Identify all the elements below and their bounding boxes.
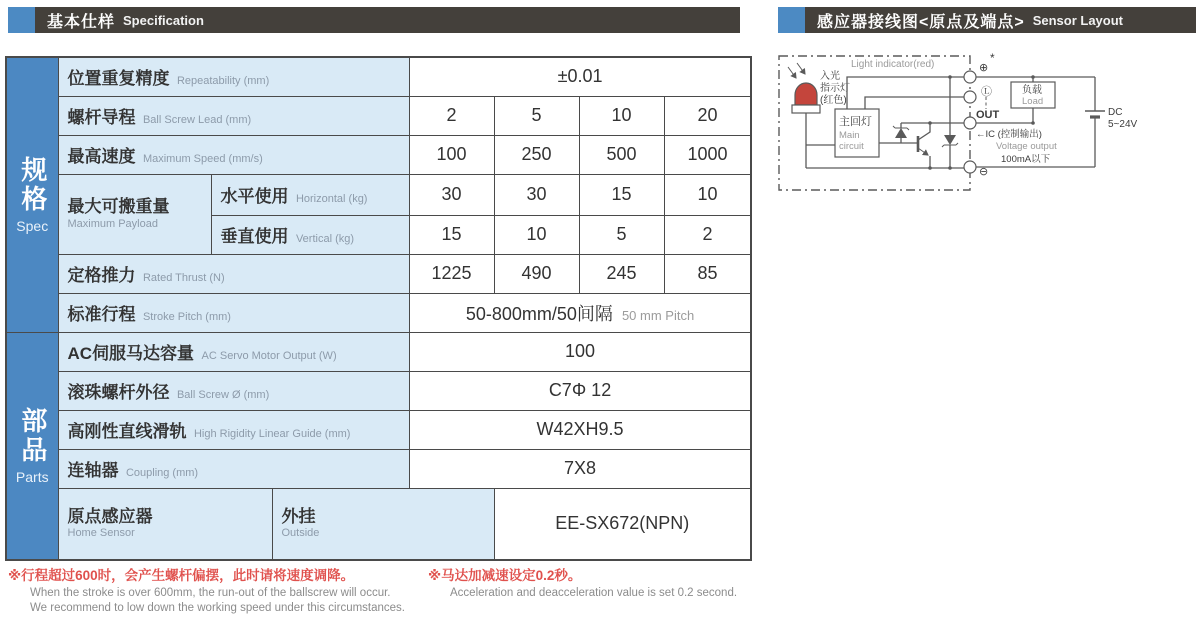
label-zh: AC伺服马达容量 — [67, 344, 195, 363]
footnote-en: We recommend to low down the working speed under this circumstances. — [30, 602, 405, 615]
value-cell: 10 — [579, 96, 664, 135]
led-label-zh-3: (红色) — [820, 95, 847, 106]
label-zh: 高刚性直线滑轨 — [67, 422, 187, 441]
label-zh: 标准行程 — [67, 305, 136, 324]
load-label-en: Load — [1022, 96, 1044, 107]
label-en: Stroke Pitch (mm) — [142, 311, 231, 323]
value-cell: 20 — [664, 96, 751, 135]
value-en: 50 mm Pitch — [621, 307, 695, 323]
label-stroke-pitch — [58, 293, 409, 332]
ic-control-label: ←IC (控制输出) — [976, 129, 1042, 140]
label-en: High Rigidity Linear Guide (mm) — [193, 428, 351, 440]
section-parts-en: Parts — [15, 468, 49, 485]
footnote-stroke-warning — [8, 567, 426, 617]
table-row — [6, 410, 751, 449]
label-en: AC Servo Motor Output (W) — [201, 350, 337, 362]
label-vertical — [211, 215, 409, 254]
label-home-sensor — [58, 488, 272, 560]
section-spec-zh: 规格 — [17, 155, 48, 214]
label-en: Ball Screw Ø (mm) — [176, 389, 270, 401]
spec-table — [5, 56, 752, 561]
terminal-minus: ⊖ — [979, 166, 989, 178]
main-circuit-en1: Main — [839, 130, 860, 141]
value-stroke-pitch — [409, 293, 751, 332]
value-cell: 500 — [579, 135, 664, 174]
value-cell: 15 — [579, 174, 664, 215]
label-en: Maximum Speed (mm/s) — [142, 153, 263, 165]
value-cell: 15 — [409, 215, 494, 254]
label-zh: 水平使用 — [220, 187, 289, 206]
label-en: Maximum Payload — [67, 217, 158, 230]
section-parts — [6, 332, 58, 560]
table-row — [6, 488, 751, 560]
label-coupling — [58, 449, 409, 488]
value-cell: 85 — [664, 254, 751, 293]
section-parts-zh: 部品 — [17, 406, 48, 465]
label-horizontal — [211, 174, 409, 215]
label-en: Repeatability (mm) — [176, 75, 270, 88]
table-row — [6, 254, 751, 293]
label-zh: 连轴器 — [67, 461, 119, 480]
label-zh: 外挂 — [281, 506, 316, 526]
section-spec — [6, 57, 58, 332]
value-cell: 1225 — [409, 254, 494, 293]
sensor-wiring-diagram — [775, 45, 1195, 210]
header-specification — [8, 7, 740, 33]
table-row — [6, 332, 751, 371]
header-title-en: Sensor Layout — [1032, 12, 1123, 28]
main-circuit-en2: circuit — [839, 141, 864, 152]
footnote-zh: ※行程超过600时，会产生螺杆偏摆，此时请将速度调降。 — [8, 568, 355, 583]
label-en: Outside — [281, 527, 320, 540]
zener-diode-icon — [893, 123, 909, 143]
header-bar — [35, 7, 740, 33]
section-spec-en: Spec — [16, 217, 49, 234]
label-linear-guide — [58, 410, 409, 449]
value-cell: 2 — [409, 96, 494, 135]
table-row — [6, 135, 751, 174]
label-en: Ball Screw Lead (mm) — [142, 114, 252, 126]
led-indicator-icon — [792, 83, 820, 168]
header-bar — [805, 7, 1196, 33]
label-zh: 最高速度 — [67, 147, 136, 166]
footnote-acceleration — [428, 567, 768, 601]
footnote-zh: ※马达加减速设定0.2秒。 — [428, 568, 582, 583]
label-max-payload — [58, 174, 211, 254]
value-cell: 5 — [579, 215, 664, 254]
current-limit-label: 100mA以下 — [1001, 154, 1051, 165]
header-title-zh: 基本仕样 — [47, 13, 116, 31]
value-cell: 250 — [494, 135, 579, 174]
label-ball-screw-dia — [58, 371, 409, 410]
header-title-zh: 感应器接线图<原点及端点> — [817, 13, 1025, 31]
value-linear-guide: W42XH9.5 — [409, 410, 751, 449]
header-sensor-layout — [778, 7, 1196, 33]
label-zh: 最大可搬重量 — [67, 197, 170, 217]
label-en: Horizontal (kg) — [295, 193, 368, 205]
voltage-output-label: Voltage output — [996, 141, 1057, 152]
value-coupling: 7X8 — [409, 449, 751, 488]
label-zh: 位置重复精度 — [67, 69, 170, 89]
value-cell: 245 — [579, 254, 664, 293]
value-cell: 5 — [494, 96, 579, 135]
header-accent-square — [778, 7, 805, 33]
value-cell: 30 — [494, 174, 579, 215]
value-cell: 100 — [409, 135, 494, 174]
dc-label: DC — [1108, 107, 1123, 118]
label-repeatability — [58, 57, 409, 96]
label-zh: 螺杆导程 — [67, 108, 136, 127]
table-row — [6, 174, 751, 215]
value-home-sensor: EE-SX672(NPN) — [494, 488, 751, 560]
footnote-en: When the stroke is over 600mm, the run-out of the ballscrew will occur. — [30, 586, 391, 599]
value-cell: 10 — [664, 174, 751, 215]
value-cell: 10 — [494, 215, 579, 254]
transistor-icon — [918, 123, 930, 168]
battery-icon — [1085, 77, 1105, 167]
label-max-speed — [58, 135, 409, 174]
label-rated-thrust — [58, 254, 409, 293]
dc-voltage-label: 5~24V — [1108, 119, 1138, 130]
led-label-zh-2: 指示灯 — [820, 83, 850, 94]
load-label-zh: 负载 — [1022, 85, 1042, 96]
light-arrows-icon — [788, 63, 805, 78]
header-title-en: Specification — [123, 12, 204, 28]
value-repeatability: ±0.01 — [409, 57, 751, 96]
main-circuit-zh: 主回灯 — [839, 116, 872, 128]
label-zh: 原点感应器 — [67, 506, 153, 526]
terminal-out-label: OUT — [976, 109, 1000, 121]
header-accent-square — [8, 7, 35, 33]
table-row — [6, 371, 751, 410]
label-en: Vertical (kg) — [295, 233, 355, 245]
value-cell: 490 — [494, 254, 579, 293]
footnote-en: Acceleration and deacceleration value is set 0.2 second. — [450, 586, 738, 599]
value-cell: 1000 — [664, 135, 751, 174]
value-servo-output: 100 — [409, 332, 751, 371]
label-zh: 定格推力 — [67, 266, 136, 285]
terminal-plus: ⊕ — [979, 62, 989, 74]
label-ball-screw-lead — [58, 96, 409, 135]
terminal-l: Ⓛ — [981, 86, 992, 98]
label-outside — [272, 488, 494, 560]
value-zh: 50-800mm/50间隔 — [465, 303, 613, 324]
table-row — [6, 449, 751, 488]
table-row — [6, 96, 751, 135]
value-cell: 2 — [664, 215, 751, 254]
table-row — [6, 57, 751, 96]
label-zh: 滚珠螺杆外径 — [67, 383, 170, 402]
light-indicator-label: Light indicator(red) — [851, 59, 935, 70]
label-en: Rated Thrust (N) — [142, 272, 225, 284]
label-zh: 垂直使用 — [220, 227, 289, 246]
terminal-star: * — [990, 51, 995, 65]
led-label-zh-1: 入光 — [820, 71, 840, 82]
label-en: Home Sensor — [67, 527, 135, 540]
label-servo-output — [58, 332, 409, 371]
value-ball-screw-dia: C7Φ 12 — [409, 371, 751, 410]
value-cell: 30 — [409, 174, 494, 215]
table-row — [6, 293, 751, 332]
label-en: Coupling (mm) — [125, 467, 199, 479]
